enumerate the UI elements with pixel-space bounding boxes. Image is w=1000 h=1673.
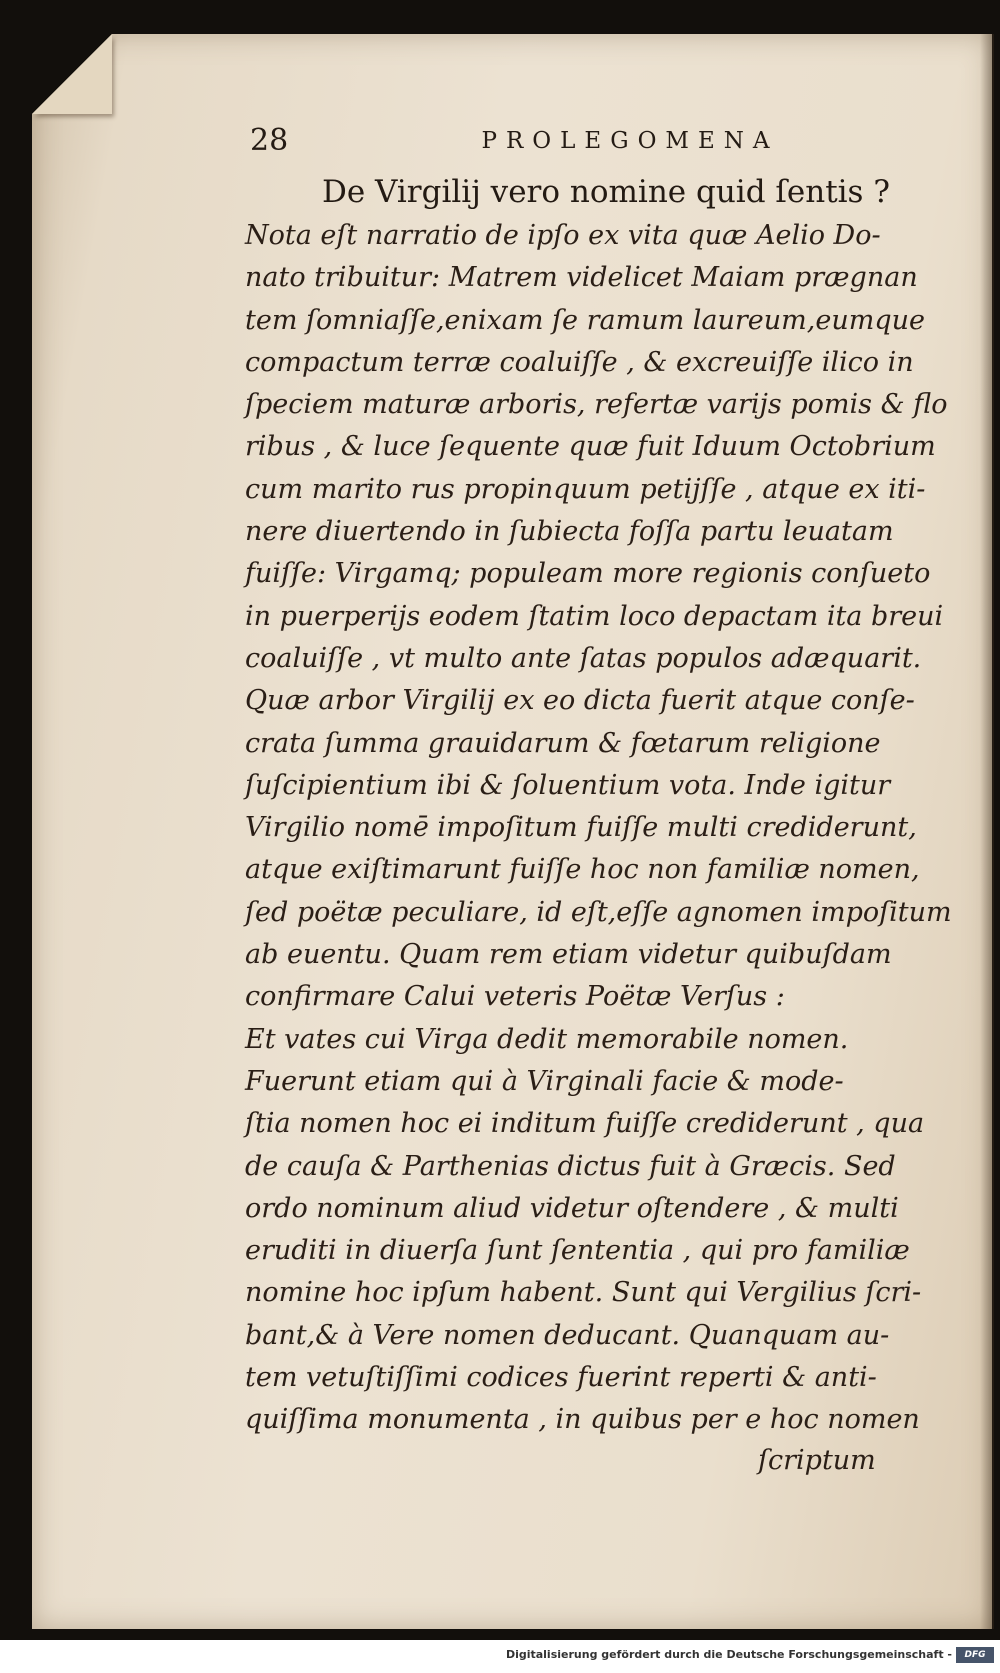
text-line: Et vates cui Virga dedit memorabile nomen. — [245, 1023, 849, 1055]
text-line: nato tribuitur: Matrem videlicet Maiam prægnan — [245, 262, 918, 294]
text-line: in puerperijs eodem ſtatim loco depactam ita breui — [245, 600, 944, 632]
footer-bar — [0, 1640, 1000, 1673]
text-line: ab euentu. Quam rem etiam videtur quibuſdam — [245, 939, 892, 971]
text-line: ſpeciem maturæ arboris, refertæ varijs pomis & flo — [245, 389, 948, 421]
catchword: ſcriptum — [758, 1445, 876, 1476]
text-line: ſed poëtæ peculiare, id eſt,eſſe agnomen impoſitum — [245, 896, 952, 928]
text-line: nomine hoc ipſum habent. Sunt qui Vergilius ſcri- — [245, 1277, 922, 1309]
text-line: fuiſſe: Virgamq; populeam more regionis conſueto — [245, 558, 931, 590]
folded-corner — [32, 34, 112, 114]
text-line: ordo nominum aliud videtur oſtendere , & multi — [245, 1192, 899, 1224]
text-line: cum marito rus propinquum petijſſe , atque ex iti- — [245, 473, 926, 505]
text-line: tem vetuſtiſſimi codices fuerint reperti & anti- — [245, 1362, 877, 1394]
text-line: confirmare Calui veteris Poëtæ Verſus : — [245, 981, 785, 1013]
text-line: nere diuertendo in ſubiecta foſſa partu leuatam — [245, 516, 894, 548]
page-number: 28 — [250, 123, 289, 158]
running-head: PROLEGOMENA — [481, 128, 779, 154]
text-line: crata ſumma grauidarum & fœtarum religione — [245, 727, 881, 759]
dfg-logo: DFG — [956, 1647, 994, 1663]
page-header — [250, 120, 940, 162]
text-line: ribus , & luce ſequente quæ fuit Iduum Octobrium — [245, 431, 936, 463]
text-line: ſuſcipientium ibi & ſoluentium vota. Inde igitur — [245, 769, 891, 801]
text-line: Quæ arbor Virgilij ex eo dicta fuerit atque conſe- — [245, 685, 915, 717]
question-heading: De Virgilij vero nomine quid ſentis ? — [322, 174, 890, 210]
text-line: tem ſomniaſſe,enixam ſe ramum laureum,eumque — [245, 304, 925, 336]
text-line: Fuerunt etiam qui à Virginali facie & mode- — [245, 1065, 844, 1097]
text-line: compactum terræ coaluiſſe , & excreuiſſe ilico in — [245, 346, 914, 378]
digitization-credit: Digitalisierung gefördert durch die Deutsche Forschungsgemeinschaft - — [505, 1648, 952, 1661]
text-line: Virgilio nomē impoſitum fuiſſe multi crediderunt, — [245, 812, 917, 844]
text-line: de cauſa & Parthenias dictus fuit à Græcis. Sed — [245, 1150, 896, 1182]
text-line: atque exiſtimarunt fuiſſe hoc non familiæ nomen, — [245, 854, 920, 886]
text-line: ſtia nomen hoc ei inditum fuiſſe crediderunt , qua — [245, 1108, 925, 1140]
text-line: eruditi in diuerſa ſunt ſententia , qui pro familiæ — [245, 1235, 910, 1267]
page-edge-shadow — [980, 34, 994, 1629]
body-text — [245, 215, 952, 1442]
text-line: coaluiſſe , vt multo ante ſatas populos adæquarit. — [245, 642, 922, 674]
text-line: quiſſima monumenta , in quibus per e hoc nomen — [245, 1404, 920, 1436]
text-line: bant,& à Vere nomen deducant. Quanquam au- — [245, 1319, 890, 1351]
text-line: Nota eſt narratio de ipſo ex vita quæ Aelio Do- — [245, 220, 881, 251]
